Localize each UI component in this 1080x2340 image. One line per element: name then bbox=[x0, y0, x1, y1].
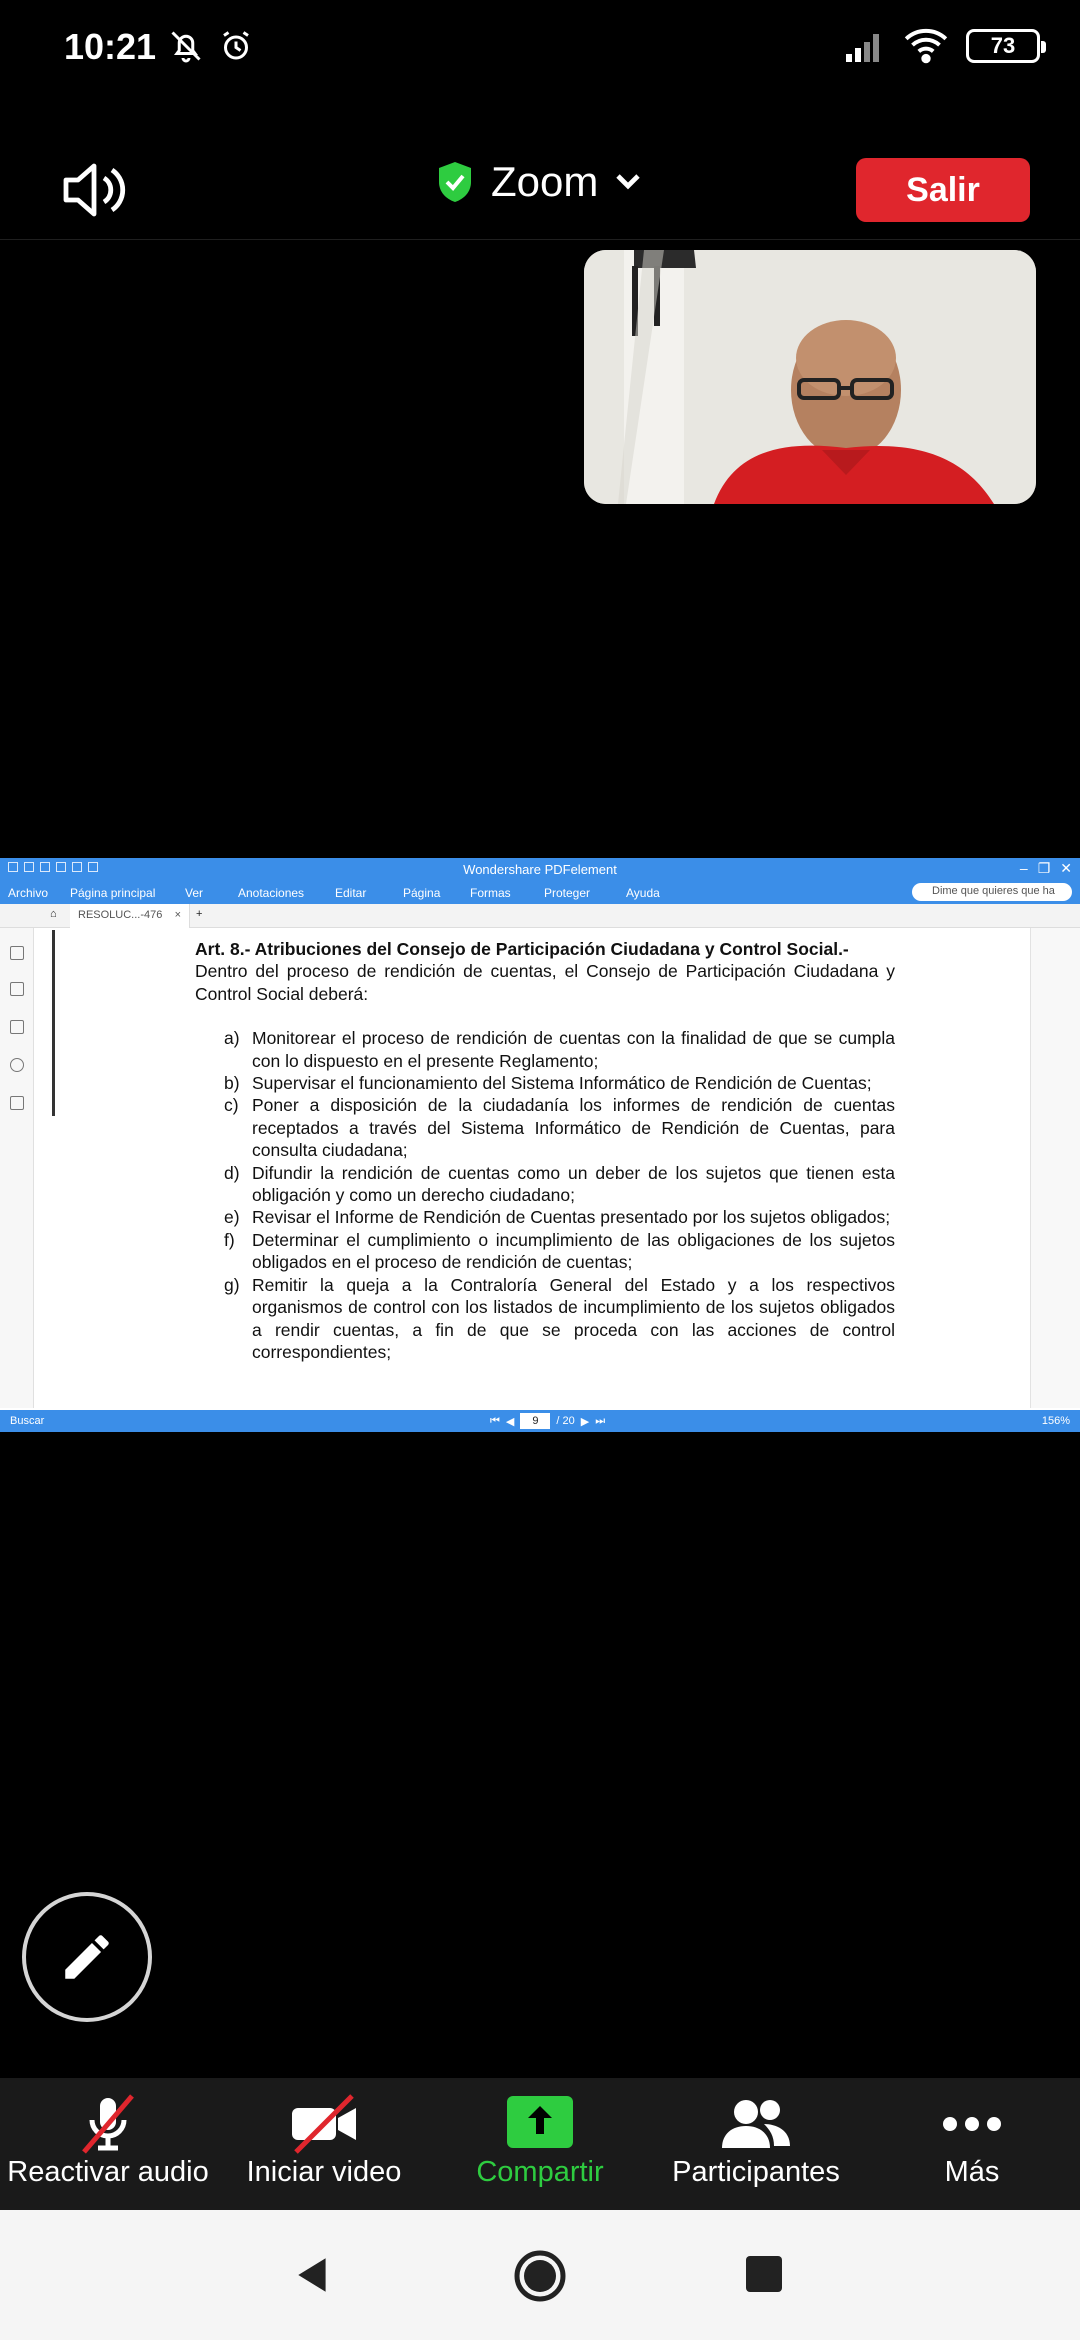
list-item bbox=[195, 1229, 895, 1274]
restore-icon: ❐ bbox=[1037, 860, 1051, 876]
status-icons-right bbox=[844, 28, 1040, 64]
pdf-menu-item: Formas bbox=[470, 886, 511, 900]
start-video-label: Iniciar video bbox=[246, 2156, 402, 2188]
pencil-icon bbox=[58, 1928, 116, 1986]
shield-check-icon bbox=[435, 160, 475, 204]
article-heading: Art. 8.- Atribuciones del Consejo de Participación Ciudadana y Control Social.- bbox=[195, 939, 849, 959]
pdf-menubar bbox=[0, 880, 1080, 904]
minimize-icon: – bbox=[1019, 860, 1028, 876]
unmute-audio-label: Reactivar audio bbox=[7, 2156, 209, 2188]
list-item-text: Determinar el cumplimiento o incumplimiento de las obligaciones de los sujetos obligados en el proceso de rendición de cuentas; bbox=[252, 1229, 895, 1273]
pdf-menu-item: Página bbox=[403, 886, 441, 900]
chevron-down-icon bbox=[614, 172, 642, 192]
meeting-top-bar bbox=[0, 140, 1080, 240]
list-item-letter: g) bbox=[224, 1274, 240, 1295]
wifi-icon bbox=[904, 28, 948, 64]
list-item-text: Monitorear el proceso de rendición de cuentas con la finalidad de que se cumpla con lo dispuesto en el presente Reglamento; bbox=[252, 1028, 895, 1071]
pages-icon bbox=[10, 946, 24, 960]
bookmark-icon bbox=[10, 982, 24, 996]
last-page-icon: ⏭ bbox=[595, 1414, 606, 1427]
pdf-menu-item: Anotaciones bbox=[238, 886, 305, 900]
share-label: Compartir bbox=[476, 2156, 604, 2188]
list-item bbox=[195, 1162, 895, 1207]
pdf-status-search: Buscar bbox=[10, 1415, 45, 1427]
battery-indicator bbox=[966, 29, 1040, 63]
system-navbar bbox=[0, 2210, 1080, 2340]
pdf-menu-item: Archivo bbox=[8, 886, 49, 900]
participants-label: Participantes bbox=[672, 2156, 840, 2188]
unmute-audio-button[interactable] bbox=[0, 2078, 216, 2210]
participants-button[interactable] bbox=[648, 2078, 864, 2210]
list-item bbox=[195, 1274, 895, 1364]
pdf-tabbar bbox=[0, 904, 1080, 928]
list-item-letter: d) bbox=[224, 1162, 240, 1183]
pdf-menu-item: Editar bbox=[335, 886, 367, 900]
list-item bbox=[195, 1094, 895, 1161]
pdf-menu-item: Ver bbox=[185, 886, 204, 900]
back-icon[interactable] bbox=[292, 2254, 334, 2296]
meeting-title[interactable] bbox=[435, 158, 642, 206]
pdf-search-box: Dime que quieres que ha bbox=[912, 883, 1072, 901]
share-screen-icon bbox=[507, 2096, 573, 2148]
pdf-window-title: Wondershare PDFelement bbox=[463, 862, 617, 877]
mic-off-icon bbox=[76, 2092, 140, 2156]
status-bar bbox=[0, 0, 1080, 100]
pdf-window-controls bbox=[1020, 860, 1072, 877]
speaker-button[interactable] bbox=[60, 158, 128, 227]
list-item-text: Supervisar el funcionamiento del Sistema Informático de Rendición de Cuentas; bbox=[252, 1073, 872, 1094]
pdf-page-margin-line bbox=[52, 930, 55, 1116]
list-item-letter: a) bbox=[224, 1028, 240, 1049]
prev-page-icon: ◀ bbox=[505, 1415, 515, 1428]
participant-video[interactable] bbox=[584, 250, 1036, 504]
home-icon: ⌂ bbox=[50, 908, 57, 920]
battery-level: 73 bbox=[990, 33, 1016, 58]
pdf-page-content bbox=[195, 938, 895, 1363]
participants-icon bbox=[720, 2092, 792, 2156]
alarm-icon bbox=[218, 28, 254, 64]
pdf-menu-item: Ayuda bbox=[626, 886, 660, 900]
more-label: Más bbox=[944, 2156, 1000, 2188]
new-tab-icon: + bbox=[196, 908, 203, 920]
close-icon: ✕ bbox=[1060, 860, 1072, 876]
list-item-text: Poner a disposición de la ciudadanía los informes de rendición de cuentas receptados a través del Sistema Informático de Rendición de Cuentas, para consulta ciudadana; bbox=[252, 1095, 895, 1161]
signal-icon bbox=[844, 30, 886, 62]
list-item-letter: c) bbox=[224, 1095, 239, 1116]
bell-off-icon bbox=[168, 28, 204, 64]
next-page-icon: ▶ bbox=[580, 1415, 590, 1428]
pdf-titlebar bbox=[0, 858, 1080, 880]
more-icon bbox=[940, 2092, 1004, 2156]
pdf-pager bbox=[490, 1413, 605, 1429]
pdf-tab-label: RESOLUC...-476 bbox=[78, 909, 163, 921]
speaker-icon bbox=[60, 158, 128, 222]
list-item bbox=[195, 1206, 895, 1228]
list-item-text: Remitir la queja a la Contraloría General del Estado y a los respectivos organismos de control con los listados de incumplimiento de los sujetos obligados a rendir cuentas, a fin de que se proceda con las acciones de control correspondientes; bbox=[252, 1274, 895, 1362]
recents-icon[interactable] bbox=[746, 2256, 782, 2292]
close-tab-icon: × bbox=[174, 909, 181, 921]
status-time: 10:21 bbox=[64, 26, 157, 67]
attachment-icon bbox=[10, 1096, 24, 1110]
pdf-statusbar bbox=[0, 1410, 1080, 1432]
search-icon bbox=[10, 1058, 24, 1072]
list-item-letter: b) bbox=[224, 1073, 240, 1094]
more-button[interactable] bbox=[864, 2078, 1080, 2210]
list-item-letter: e) bbox=[224, 1207, 240, 1228]
meeting-title-text: Zoom bbox=[491, 158, 599, 205]
comment-icon bbox=[10, 1020, 24, 1034]
page-number-field: 9 bbox=[520, 1413, 550, 1429]
list-item-letter: f) bbox=[224, 1229, 235, 1250]
list-item-text: Difundir la rendición de cuentas como un deber de los sujetos que tienen esta obligación y como un derecho ciudadano; bbox=[252, 1162, 895, 1206]
home-icon[interactable] bbox=[514, 2250, 566, 2302]
article-intro: Dentro del proceso de rendición de cuentas, el Consejo de Participación Ciudadana y Control Social deberá: bbox=[195, 961, 895, 1004]
pdf-zoom-level: 156% bbox=[1041, 1415, 1070, 1427]
pdf-sidebar bbox=[0, 928, 34, 1408]
page-total: / 20 bbox=[556, 1415, 575, 1427]
leave-button[interactable]: Salir bbox=[856, 158, 1030, 222]
pdf-menu-item: Proteger bbox=[544, 886, 591, 900]
list-item bbox=[195, 1027, 895, 1072]
share-button[interactable] bbox=[432, 2078, 648, 2210]
pdf-scrollbar bbox=[1030, 928, 1080, 1408]
first-page-icon: ⏮ bbox=[490, 1414, 500, 1427]
start-video-button[interactable] bbox=[216, 2078, 432, 2210]
meeting-toolbar bbox=[0, 2078, 1080, 2210]
annotate-button[interactable] bbox=[22, 1892, 152, 2022]
participant-video-image bbox=[584, 250, 1036, 504]
list-item bbox=[195, 1072, 895, 1094]
pdf-menu-item: Página principal bbox=[70, 886, 156, 900]
status-icons-left bbox=[168, 28, 254, 64]
shared-screen[interactable] bbox=[0, 858, 1080, 1432]
video-off-icon bbox=[288, 2092, 360, 2156]
pdf-document-tab bbox=[70, 904, 190, 928]
list-item-text: Revisar el Informe de Rendición de Cuentas presentado por los sujetos obligados; bbox=[252, 1207, 891, 1228]
